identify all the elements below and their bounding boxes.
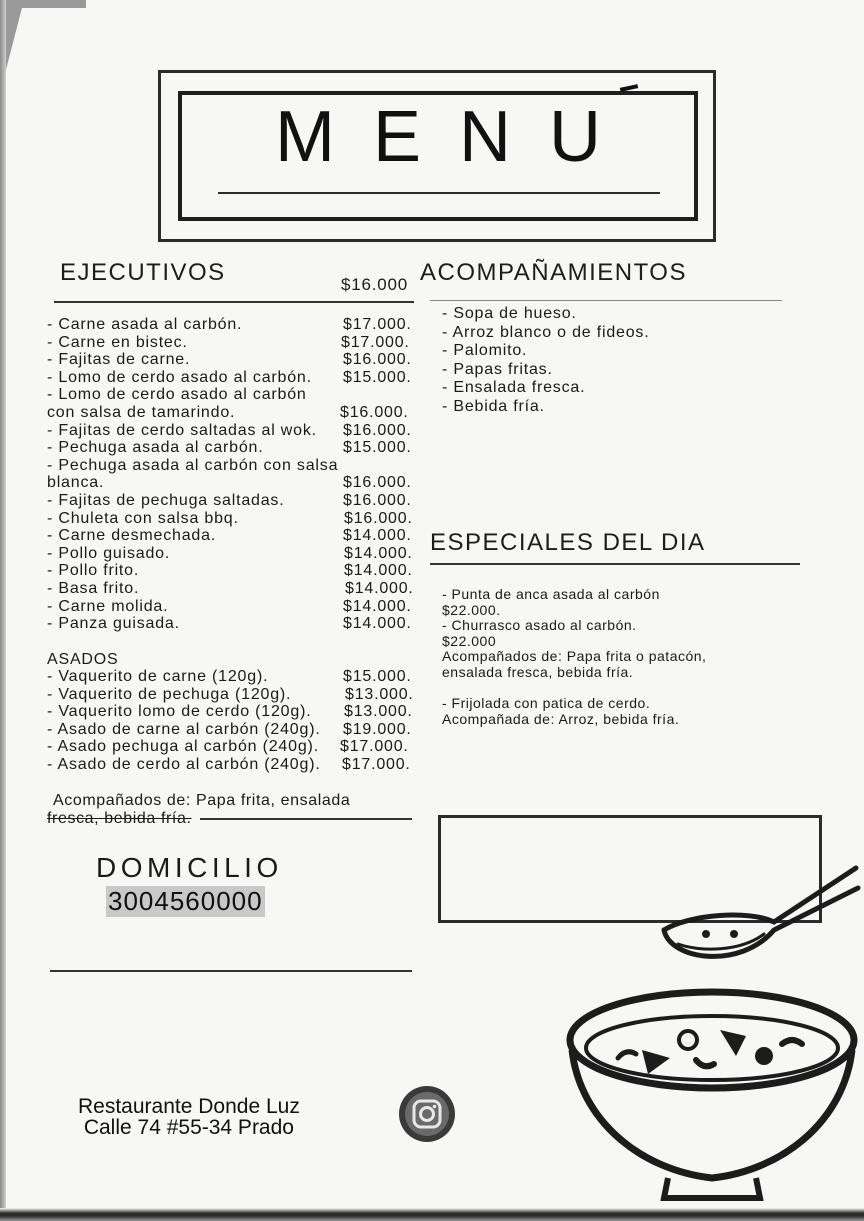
item-price: $13.000.	[345, 685, 414, 703]
special-line: - Churrasco asado al carbón.	[442, 617, 637, 634]
list-item	[47, 316, 427, 334]
special-line: Acompañada de: Arroz, bebida fría.	[442, 710, 680, 727]
item-name: - Chuleta con salsa bbq.	[47, 509, 239, 527]
list-item	[47, 351, 427, 369]
list-item: - Arroz blanco o de fideos.	[442, 323, 650, 341]
item-name: - Carne asada al carbón.	[47, 316, 243, 333]
item-name: - Carne en bistec.	[47, 333, 188, 351]
item-name: - Fajitas de pechuga saltadas.	[47, 491, 285, 509]
item-price: $19.000.	[343, 720, 412, 738]
list-item	[47, 756, 427, 774]
list-item	[47, 686, 427, 704]
list-item	[47, 439, 427, 457]
ejecutivos-list	[47, 316, 427, 633]
acompanamientos-heading: ACOMPAÑAMIENTOS	[420, 259, 687, 286]
scan-left-edge	[0, 0, 6, 1221]
item-price: $15.000.	[343, 668, 412, 685]
item-name: - Vaquerito de carne (120g).	[47, 668, 269, 685]
item-price: $14.000.	[344, 544, 413, 562]
list-item	[47, 404, 427, 422]
delivery-phone: 3004560000	[108, 886, 263, 916]
left-bottom-divider	[50, 970, 412, 972]
title-underline	[218, 192, 660, 194]
item-name: - Fajitas de carne.	[47, 351, 191, 369]
item-price: $14.000.	[344, 562, 413, 580]
list-item	[47, 562, 427, 580]
item-price: $17.000.	[342, 755, 411, 773]
list-item	[47, 703, 427, 721]
list-item: - Ensalada fresca.	[442, 379, 586, 396]
special-line: - Punta de anca asada al carbón	[442, 586, 660, 602]
special-line: ensalada fresca, bebida fría.	[442, 663, 634, 680]
item-price: $16.000.	[343, 351, 412, 369]
asados-list	[47, 668, 427, 774]
item-price: $14.000.	[343, 615, 412, 633]
special-line: $22.000.	[442, 601, 501, 618]
list-item	[47, 527, 427, 545]
asados-note-rule	[200, 818, 412, 820]
delivery-label: DOMICILIO	[96, 852, 283, 883]
item-name: - Asado pechuga al carbón (240g).	[47, 738, 319, 756]
list-item	[47, 422, 427, 440]
especiales-heading: ESPECIALES DEL DIA	[430, 529, 706, 556]
list-item	[47, 668, 427, 686]
soup-bowl-and-spoon-icon	[560, 860, 864, 1210]
item-name: - Vaquerito de pechuga (120g).	[47, 685, 292, 703]
list-item	[47, 615, 427, 633]
acompanamientos-list	[442, 305, 649, 416]
item-name: - Carne molida.	[47, 597, 169, 615]
restaurant-name: Restaurante Donde Luz	[78, 1095, 300, 1118]
list-item	[47, 474, 427, 492]
item-name: - Pollo guisado.	[47, 544, 171, 562]
item-name: - Asado de cerdo al carbón (240g).	[47, 755, 321, 773]
item-price: $14.000.	[345, 579, 414, 597]
item-price: $14.000.	[343, 597, 412, 615]
list-item: - Bebida fría.	[442, 397, 545, 415]
item-price: $17.000.	[343, 316, 412, 333]
page-title: MENU	[275, 97, 639, 177]
item-price: $17.000.	[341, 333, 410, 351]
instagram-icon[interactable]	[398, 1085, 456, 1143]
item-price: $13.000.	[344, 703, 413, 721]
item-name: - Pechuga asada al carbón.	[47, 439, 264, 457]
item-price: $16.000.	[344, 509, 413, 527]
item-name: - Pollo frito.	[47, 562, 140, 580]
ejecutivos-divider	[54, 301, 414, 303]
item-name: - Lomo de cerdo asado al carbón.	[47, 368, 312, 386]
item-name: blanca.	[47, 474, 105, 492]
asados-note-line1: Acompañados de: Papa frita, ensalada	[53, 792, 351, 809]
list-item	[47, 457, 427, 475]
list-item	[47, 580, 427, 598]
list-item	[47, 598, 427, 616]
item-name: - Basa frito.	[47, 579, 140, 597]
especiales-divider	[430, 563, 800, 565]
special-line: $22.000	[442, 632, 497, 649]
list-item	[47, 386, 427, 404]
list-item	[47, 545, 427, 563]
item-name: - Asado de carne al carbón (240g).	[47, 720, 321, 738]
item-name: - Carne desmechada.	[47, 527, 217, 545]
scan-corner-shadow	[0, 0, 86, 90]
list-item	[47, 369, 427, 387]
asados-note-line2: fresca, bebida fría.	[47, 810, 192, 827]
list-item: - Palomito.	[442, 342, 528, 359]
item-name: - Vaquerito lomo de cerdo (120g).	[47, 703, 312, 721]
acompanamientos-divider	[430, 300, 782, 301]
special-line: - Frijolada con patica de cerdo.	[442, 695, 651, 712]
scan-bottom-edge	[0, 1208, 864, 1221]
especiales-list	[442, 587, 822, 727]
item-price: $16.000.	[343, 474, 412, 492]
list-item	[47, 510, 427, 528]
item-name: - Lomo de cerdo asado al carbón	[47, 386, 307, 404]
item-price: $15.000.	[343, 368, 412, 386]
item-price: $16.000.	[343, 421, 412, 439]
item-price: $16.000.	[343, 491, 412, 509]
ejecutivos-base-price: $16.000	[341, 275, 409, 294]
item-name: - Fajitas de cerdo saltadas al wok.	[47, 421, 317, 439]
list-item	[47, 334, 427, 352]
item-name: - Pechuga asada al carbón con salsa	[47, 456, 339, 474]
asados-heading: ASADOS	[47, 651, 119, 668]
item-price: $17.000.	[340, 738, 409, 756]
ejecutivos-heading: EJECUTIVOS	[60, 259, 226, 286]
special-line	[442, 681, 822, 697]
list-item	[47, 492, 427, 510]
item-price: $14.000.	[343, 527, 412, 545]
list-item: - Sopa de hueso.	[442, 305, 577, 322]
item-price: $16.000.	[340, 403, 409, 421]
item-name: con salsa de tamarindo.	[47, 403, 236, 421]
item-name: - Panza guisada.	[47, 615, 180, 633]
list-item: - Papas fritas.	[442, 360, 553, 378]
special-line: Acompañados de: Papa frita o patacón,	[442, 648, 707, 665]
restaurant-address: Calle 74 #55-34 Prado	[83, 1116, 294, 1139]
list-item	[47, 738, 427, 756]
footer-address-block	[78, 1096, 300, 1138]
list-item	[47, 721, 427, 739]
item-price: $15.000.	[343, 439, 412, 457]
